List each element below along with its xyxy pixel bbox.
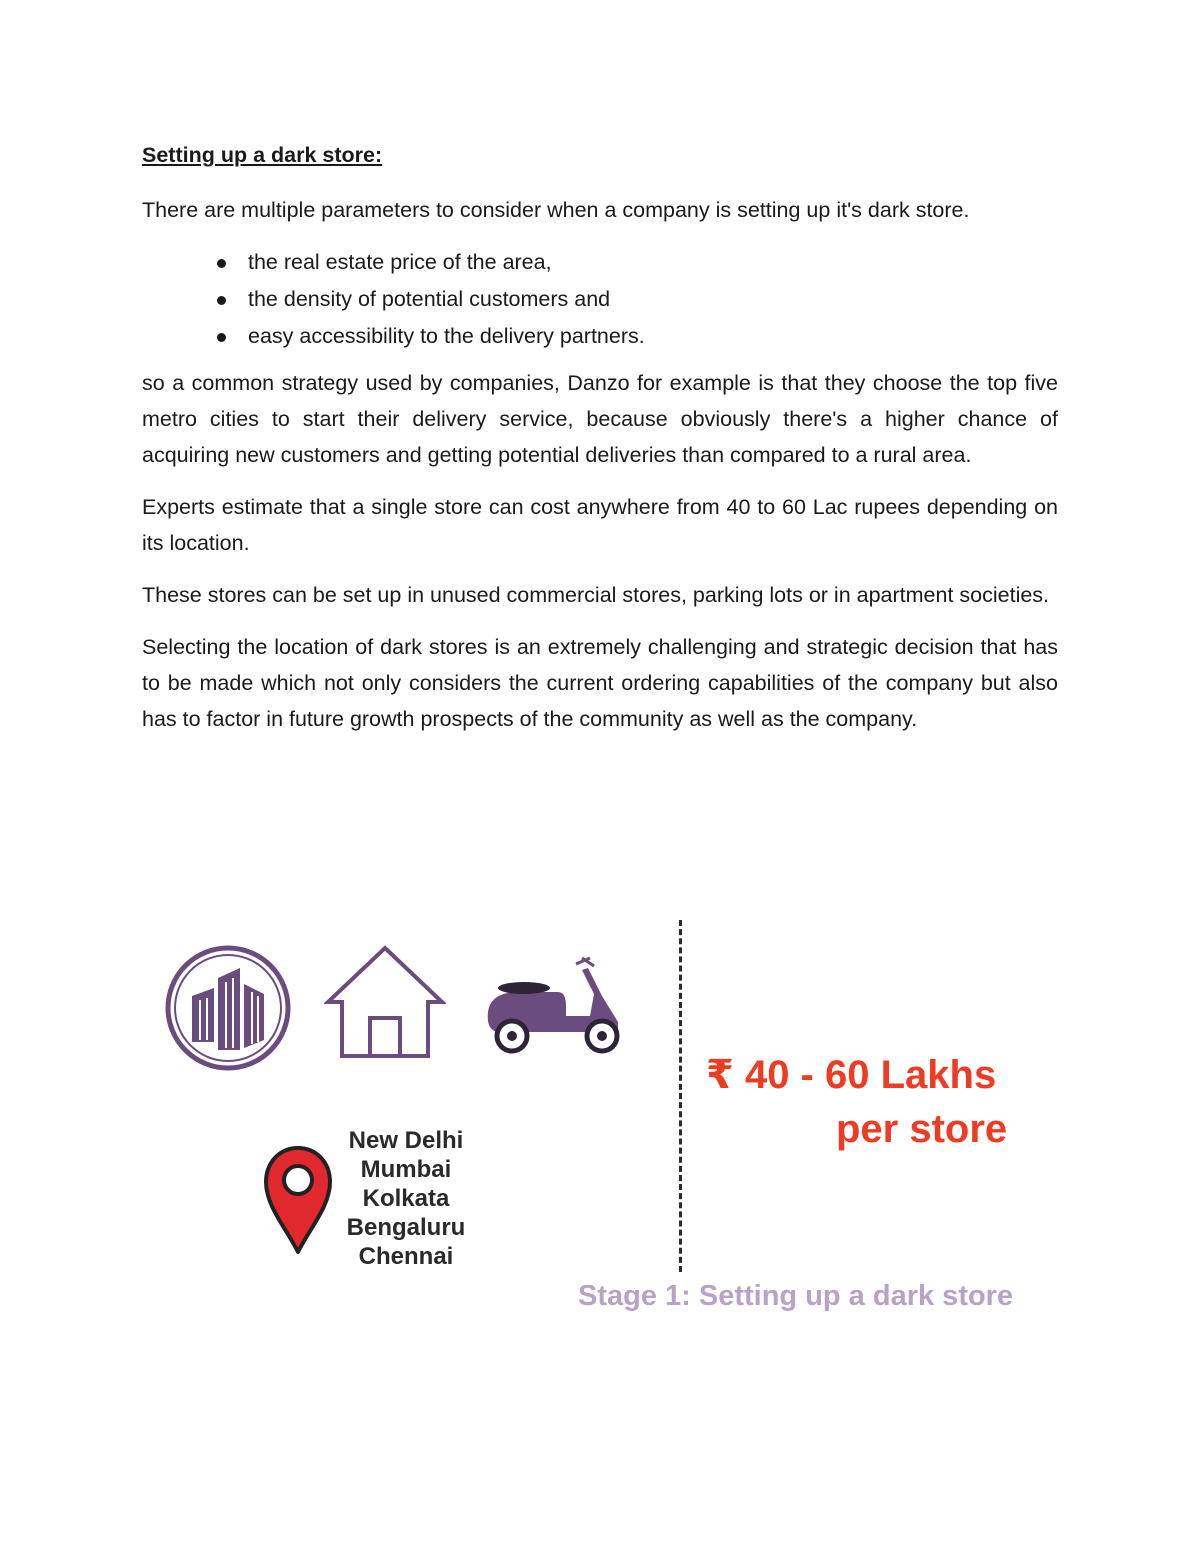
city-kolkata: Kolkata <box>362 1185 450 1212</box>
bullet-icon <box>217 296 226 305</box>
section-heading: Setting up a dark store: <box>142 143 383 167</box>
location-paragraph: These stores can be set up in unused commercial stores, parking lots or in apartment societies. <box>142 583 1050 607</box>
bullet-icon <box>217 333 226 342</box>
city-chennai: Chennai <box>358 1243 454 1270</box>
location-pin-icon <box>262 1144 334 1256</box>
house-icon <box>324 944 446 1062</box>
scooter-icon <box>478 950 626 1054</box>
intro-paragraph: There are multiple parameters to consider when a company is setting up it's dark store. <box>142 198 970 222</box>
price-range: ₹ 40 - 60 Lakhs <box>706 1053 997 1097</box>
buildings-icon <box>164 944 292 1072</box>
city-bengaluru: Bengaluru <box>346 1214 466 1241</box>
bullet-icon <box>217 259 226 268</box>
city-new-delhi: New Delhi <box>348 1127 464 1154</box>
price-unit: per store <box>836 1107 1008 1151</box>
stage-caption: Stage 1: Setting up a dark store <box>578 1280 1014 1312</box>
selection-paragraph: Selecting the location of dark stores is an extremely challenging and strategic decision that has to be made which not only considers the current ordering capabilities of the company but also has to factor in future growth prospects of the community as well as the company. <box>142 635 1058 731</box>
document-body <box>142 140 1058 753</box>
dashed-divider <box>679 920 682 1272</box>
list-item: easy accessibility to the delivery partners. <box>248 318 1058 355</box>
city-list <box>336 1126 476 1271</box>
price-callout <box>706 1048 1046 1156</box>
strategy-paragraph: so a common strategy used by companies, Danzo for example is that they choose the top five metro cities to start their delivery service, because obviously there's a higher chance of acquiring new customers and getting potential deliveries than compared to a rural area. <box>142 371 1058 467</box>
city-mumbai: Mumbai <box>360 1156 452 1183</box>
list-item: the real estate price of the area, <box>248 244 1058 281</box>
parameter-list <box>142 244 1058 355</box>
list-item: the density of potential customers and <box>248 281 1058 318</box>
cost-paragraph: Experts estimate that a single store can cost anywhere from 40 to 60 Lac rupees depending on its location. <box>142 495 1058 555</box>
